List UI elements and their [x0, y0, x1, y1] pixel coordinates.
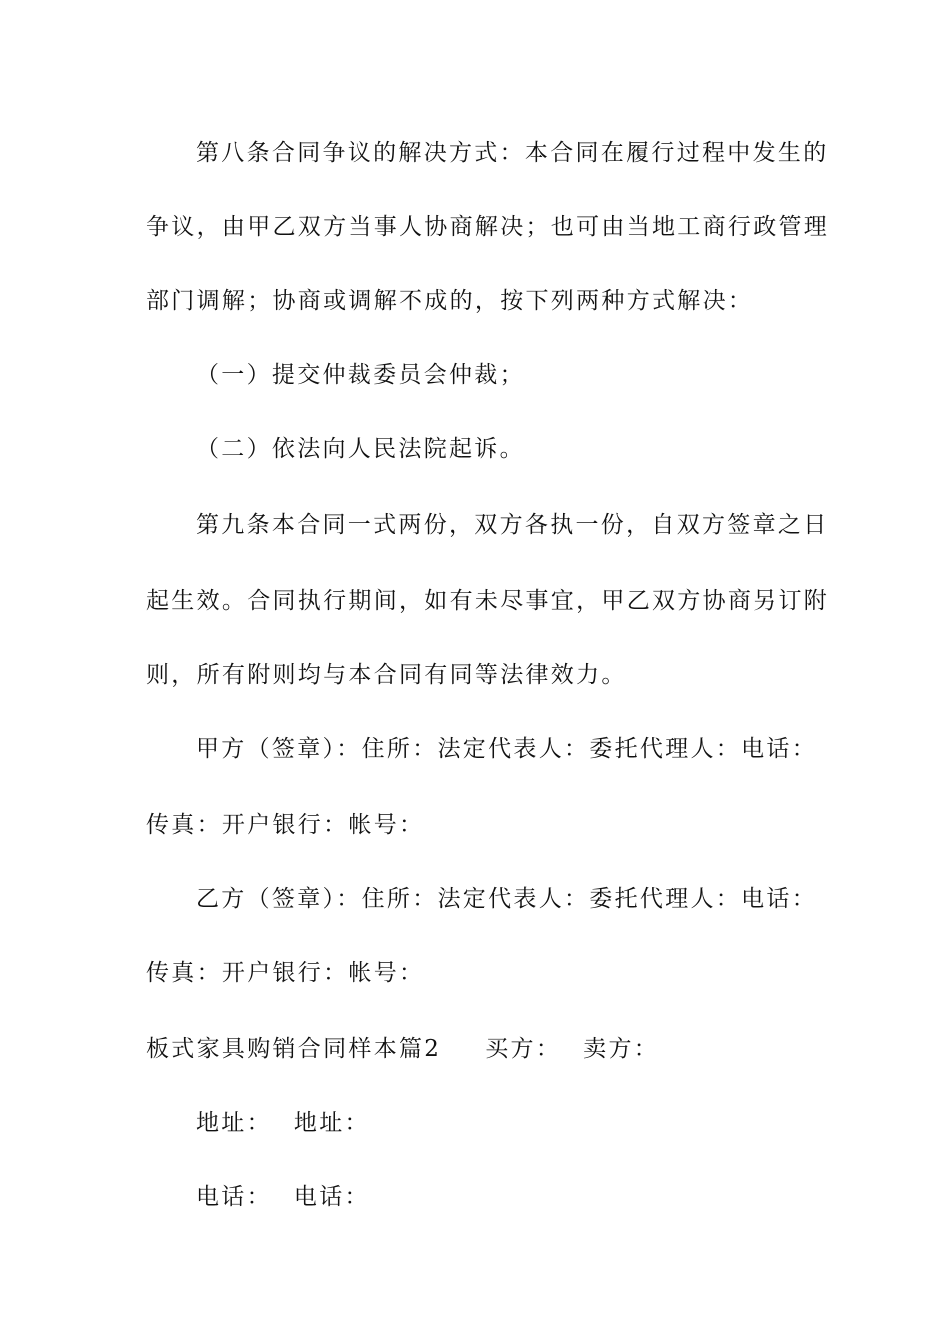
party-b-signature-line: 乙方（签章）：住所：法定代表人：委托代理人：电话：: [196, 886, 817, 912]
article-8-line-2: 争议，由甲乙双方当事人协商解决；也可由当地工商行政管理: [146, 214, 830, 240]
phone-line: [196, 1182, 866, 1212]
seller-address-label: 地址：: [293, 1110, 370, 1136]
buyer-phone-label: 电话：: [196, 1184, 272, 1210]
article-8-line-1: 第八条合同争议的解决方式：本合同在履行过程中发生的: [196, 140, 829, 166]
dispute-option-1: （一）提交仲裁委员会仲裁；: [196, 362, 525, 388]
party-a-signature-line: 甲方（签章）：住所：法定代表人：委托代理人：电话：: [196, 736, 817, 762]
article-9-line-3: 则，所有附则均与本合同有同等法律效力。: [146, 662, 627, 688]
address-line: [196, 1108, 866, 1138]
seller-label: 卖方：: [583, 1036, 660, 1062]
article-9-line-1: 第九条本合同一式两份，双方各执一份，自双方签章之日: [196, 512, 829, 538]
section-2-heading-line: [146, 1034, 816, 1064]
party-a-bank-line: 传真：开户银行：帐号：: [146, 812, 425, 838]
article-8-line-3: 部门调解；协商或调解不成的，按下列两种方式解决：: [146, 288, 754, 314]
buyer-address-label: 地址：: [196, 1110, 272, 1136]
section-2-title: 板式家具购销合同样本篇2: [146, 1036, 442, 1062]
party-b-bank-line: 传真：开户银行：帐号：: [146, 960, 425, 986]
article-9-line-2: 起生效。合同执行期间，如有未尽事宜，甲乙双方协商另订附: [146, 588, 830, 614]
seller-phone-label: 电话：: [293, 1184, 370, 1210]
dispute-option-2: （二）依法向人民法院起诉。: [196, 436, 525, 462]
buyer-label: 买方：: [485, 1036, 562, 1062]
